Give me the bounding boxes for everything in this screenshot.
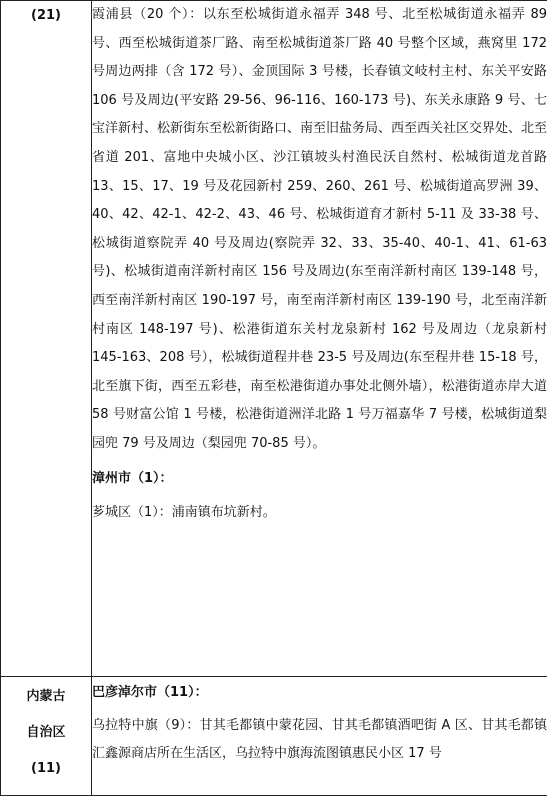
county-paragraph: 霞浦县（20 个）：以东至松城街道永福弄 348 号、北至松城街道永福弄 89 号、西至松城街道茶厂路、南至松城街道茶厂路 40 号整个区域，燕窝里 172 号周边两排（含 172 号）、金顶国际 3 号楼，长春镇文岐村主村、东关平安路 106 号及周边(平安路 29-56、96-116、160-173 号)、东关永康路 9 号、七宝洋新村、松新街东至松新街路口、南至旧盐务局、西至西关社区交界处、北至省道 201、富地中央城小区、沙江镇坡头村渔民沃自然村、松城街道龙首路 13、15、17、19 号及花园新村 259、260、261 号、松城街道高罗洲 39、40、42、42-1、42-2、43、46 号、松城街道育才新村 5-11 及 33-38 号、松城街道察院弄 40 号及周边(察院弄 32、33、35-40、40-1、41、61-63 号)、松城街道南洋新村南区 156 号及周边(东至南洋新村南区 139-148 号，西至南洋新村南区 190-197 号，南至南洋新村南区 139-190 号，北至南洋新村南区 148-197 号)、松港街道东关村龙泉新村 162 号及周边（龙泉新村 145-163、208 号），松城街道程井巷 23-5 号及周边(东至程井巷 15-18 号，北至旗下街，西至五彩巷，南至松港街道办事处北侧外墙），松港街道赤岸大道 58 号财富公馆 1 号楼，松港街道洲洋北路 1 号万福嘉华 7 号楼，松城街道梨园兜 79 号及周边（梨园兜 70-85 号）。 [92,1,547,459]
city-heading: 漳州市（1）： [92,465,547,494]
county-paragraph: 芗城区（1）：浦南镇布坑新村。 [92,499,547,528]
region-label-cell [1,677,92,796]
region-label-cell [1,1,92,677]
region-content-cell [92,677,547,796]
region-count-label: (11) [1,751,91,787]
region-count-label: (21) [1,0,91,34]
county-paragraph: 乌拉特中旗（9）：甘其毛都镇中蒙花园、甘其毛都镇酒吧街 A 区、甘其毛都镇汇鑫源商店所在生活区，乌拉特中旗海流图镇惠民小区 17 号 [92,712,547,769]
table-row [1,677,547,796]
table-row [1,1,547,677]
city-heading: 巴彦淖尔市（11）： [92,679,547,708]
region-name-label: 自治区 [1,715,91,751]
region-content-cell [92,1,547,677]
region-name-label: 内蒙古 [1,679,91,715]
